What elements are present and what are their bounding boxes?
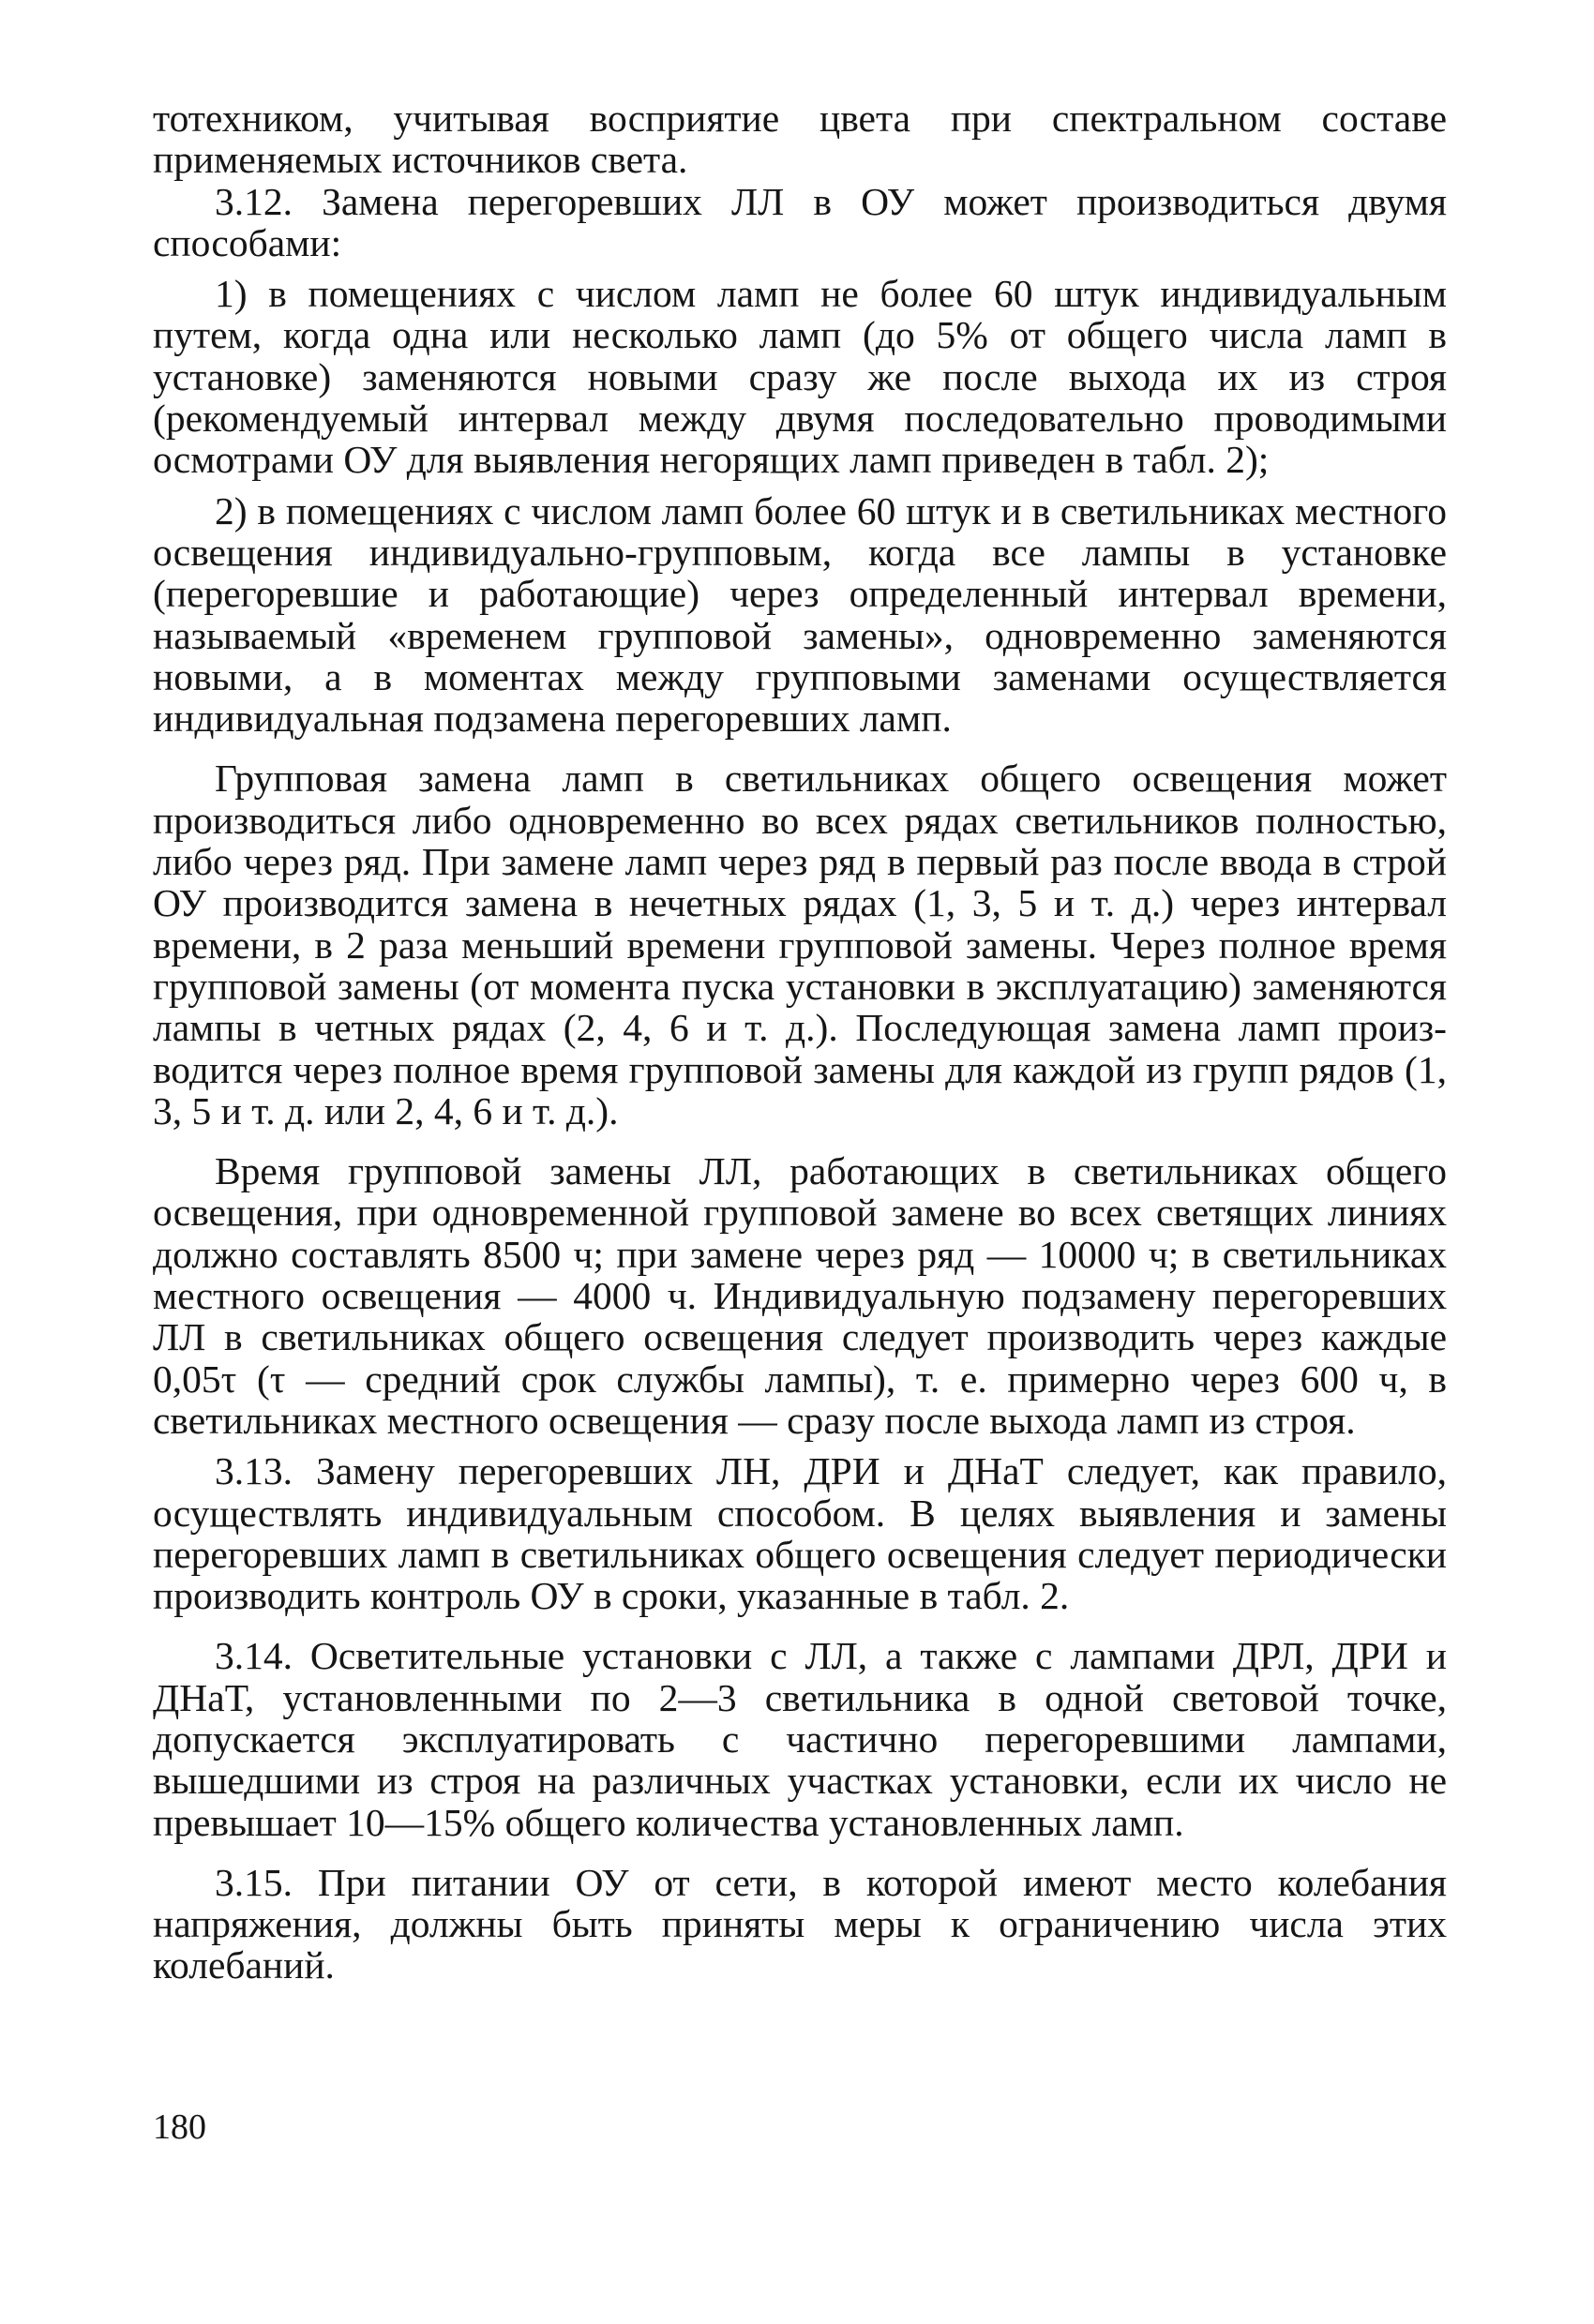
paragraph-3-15: 3.15. При питании ОУ от сети, в которой имеют место колебания напряжения, должны быть приняты меры к ограничению числа этих колебаний. — [153, 1860, 1447, 1987]
paragraph-list-item-2: 2) в помещениях с числом ламп более 60 штук и в светильниках местного освещения индивидуально-групповым, когда все лампы в установке (перегоревшие и работающие) через определенный интервал времени, называемый «временем групповой замены», одновременно заменяются новыми, а в моментах между групповыми заменами осуществляется индивидуальная подзамена перегоревших ламп. — [153, 488, 1447, 741]
paragraph-3-14: 3.14. Осветительные установки с ЛЛ, а также с лампами ДРЛ, ДРИ и ДНаТ, установленными по 2—3 светильника в одной световой точке, допускается эксплуатировать с частично перегоревшими лампами, вышедшими из строя на различных участках установки, если их число не превышает 10—15% общего количества установленных ламп. — [153, 1634, 1447, 1844]
page-body — [153, 97, 1447, 1987]
paragraph-3-12: 3.12. Замена перегоревших ЛЛ в ОУ может производиться двумя способами: — [153, 179, 1447, 264]
paragraph-3-13: 3.13. Замену перегоревших ЛН, ДРИ и ДНаТ следует, как правило, осуществлять индивидуальным способом. В целях выявления и замены перегоревших ламп в светильниках общего освещения следует периодически производить контроль ОУ в сроки, указанные в табл. 2. — [153, 1449, 1447, 1618]
paragraph-replacement-time: Время групповой замены ЛЛ, работающих в светильниках общего освещения, при одновременной групповой замене во всех светящих линиях должно составлять 8500 ч; при замене через ряд — 10000 ч; в светильниках местного освещения — 4000 ч. Индивидуальную подзамену перегоревших ЛЛ в светильниках общего освещения следует производить через каждые 0,05τ (τ — средний срок службы лампы), т. е. примерно через 600 ч, в светильниках местного освещения — сразу после выхода ламп из строя. — [153, 1149, 1447, 1442]
page-number: 180 — [153, 2107, 206, 2147]
paragraph-list-item-1: 1) в помещениях с числом ламп не более 60 штук индивидуальным путем, когда одна или несколько ламп (до 5% от общего числа ламп в установке) заменяются новыми сразу же после выхода их из строя (рекомендуемый интервал между двумя последовательно проводимыми осмотрами ОУ для выявления негорящих ламп приведен в табл. 2); — [153, 272, 1447, 482]
paragraph-group-replacement: Групповая замена ламп в светильниках общего освещения может производиться либо одновременно во всех рядах светильников полностью, либо через ряд. При замене ламп через ряд в первый раз после ввода в строй ОУ производится замена в нечетных рядах (1, 3, 5 и т. д.) через интервал времени, в 2 раза меньший времени групповой замены. Через полное время групповой замены (от момента пуска установки в эксплуатацию) заменяются лампы в четных рядах (2, 4, 6 и т. д.). Последующая замена ламп производится через полное время групповой замены для каждой из групп рядов (1, 3, 5 и т. д. или 2, 4, 6 и т. д.). — [153, 757, 1447, 1132]
paragraph-continuation: тотехником, учитывая восприятие цвета при спектральном составе применяемых источников света. — [153, 97, 1447, 182]
